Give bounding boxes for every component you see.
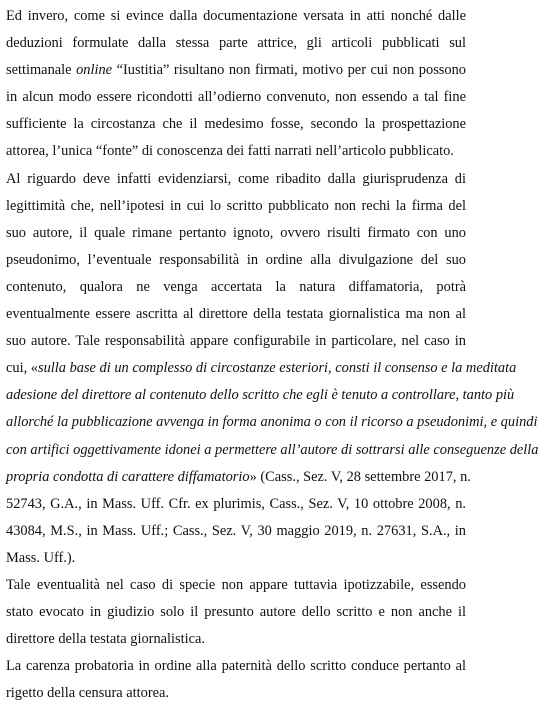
- text-segment: Ed invero, come si evince dalla documentazione versata in atti nonché dalle: [6, 8, 466, 24]
- paragraph: [6, 166, 538, 572]
- text-segment: direttore della testata giornalistica.: [6, 631, 205, 648]
- text-segment: Tale eventualità nel caso di specie non appare tuttavia ipotizzabile, essendo: [6, 576, 466, 593]
- text-line: [6, 355, 517, 382]
- text-line: [6, 437, 538, 464]
- text-segment: “Iustitia” risultano non firmati, motivo per cui non possono: [112, 62, 466, 79]
- text-segment: in alcun modo essere ricondotti all’odierno convenuto, non essendo a tal fine: [6, 89, 466, 106]
- text-segment: rigetto della censura attorea.: [6, 685, 170, 702]
- document-page: [6, 3, 538, 707]
- text-segment: La carenza probatoria in ordine alla paternità dello scritto conduce pertanto al: [6, 658, 466, 675]
- text-line: [6, 545, 466, 572]
- text-segment: » (Cass., Sez. V, 28 settembre 2017, n.: [249, 468, 471, 485]
- italic-text: sulla base di un complesso di circostanze esteriori, consti il consenso e la meditata: [37, 360, 517, 377]
- text-line: [6, 193, 466, 220]
- italic-text: allorché la pubblicazione avvenga in forma anonima o con il ricorso a pseudonimi, e quindi: [6, 414, 538, 431]
- text-line: [6, 382, 515, 409]
- text-segment: suo autore. Tale responsabilità appare configurabile in particolare, nel caso in: [6, 333, 466, 350]
- text-segment: Al riguardo deve infatti evidenziarsi, come ribadito dalla giurisprudenza di: [6, 170, 466, 187]
- text-line: [6, 111, 466, 138]
- text-line: [6, 599, 466, 626]
- text-segment: eventualmente essere ascritta al direttore della testata giornalistica ma non al: [6, 306, 466, 323]
- text-segment: attorea, l’unica “fonte” di conoscenza dei fatti narrati nell’articolo pubblicato.: [6, 143, 454, 160]
- text-segment: contenuto, qualora ne venga accertata la natura diffamatoria, potrà: [6, 278, 466, 295]
- italic-text: adesione del direttore al contenuto dello scritto che egli è tenuto a controllare, tanto più: [6, 387, 515, 404]
- text-line: [6, 84, 466, 111]
- text-segment: sufficiente la circostanza che il medesimo fosse, secondo la prospettazione: [6, 116, 466, 133]
- text-line: [6, 57, 466, 84]
- text-line: [6, 572, 466, 599]
- text-segment: cui, «: [6, 360, 38, 377]
- text-line: [6, 274, 466, 301]
- text-line: [6, 220, 466, 247]
- paragraph: [6, 3, 466, 166]
- text-line: [6, 491, 466, 518]
- text-segment: suo autore, il quale rimane pertanto ignoto, ovvero risulti firmato con uno: [6, 224, 466, 241]
- text-segment: pseudonimo, l’eventuale responsabilità in ordine alla divulgazione del suo: [6, 251, 466, 268]
- text-segment: settimanale: [6, 62, 77, 79]
- text-line: [6, 626, 466, 653]
- text-line: [6, 653, 466, 680]
- text-segment: Mass. Uff.).: [6, 549, 76, 566]
- text-line: [6, 247, 466, 274]
- italic-text: con artifici oggettivamente idonei a permettere all’autore di sottrarsi alle conseguenze della: [6, 441, 538, 458]
- text-segment: stato evocato in giudizio solo il presunto autore dello scritto e non anche il: [6, 604, 466, 621]
- text-segment: 43084, M.S., in Mass. Uff.; Cass., Sez. V, 30 maggio 2019, n. 27631, S.A., in: [6, 522, 466, 539]
- text-line: [6, 166, 466, 193]
- paragraph: [6, 653, 466, 707]
- text-segment: 52743, G.A., in Mass. Uff. Cfr. ex plurimis, Cass., Sez. V, 10 ottobre 2008, n.: [6, 495, 466, 512]
- text-line: [6, 518, 466, 545]
- text-line: [6, 301, 466, 328]
- paragraph: [6, 572, 466, 653]
- text-line: [6, 328, 466, 355]
- text-segment: deduzioni formulate dalla stessa parte attrice, gli articoli pubblicati sul: [6, 35, 466, 52]
- text-line: [6, 30, 466, 57]
- text-line: [6, 409, 538, 436]
- text-line: [6, 464, 471, 491]
- text-line: [6, 3, 466, 30]
- text-segment: legittimità che, nell’ipotesi in cui lo scritto pubblicato non rechi la firma del: [6, 197, 466, 214]
- text-line: [6, 680, 466, 707]
- italic-text: online: [76, 62, 113, 79]
- italic-text: propria condotta di carattere diffamatorio: [6, 468, 250, 485]
- text-line: [6, 138, 466, 165]
